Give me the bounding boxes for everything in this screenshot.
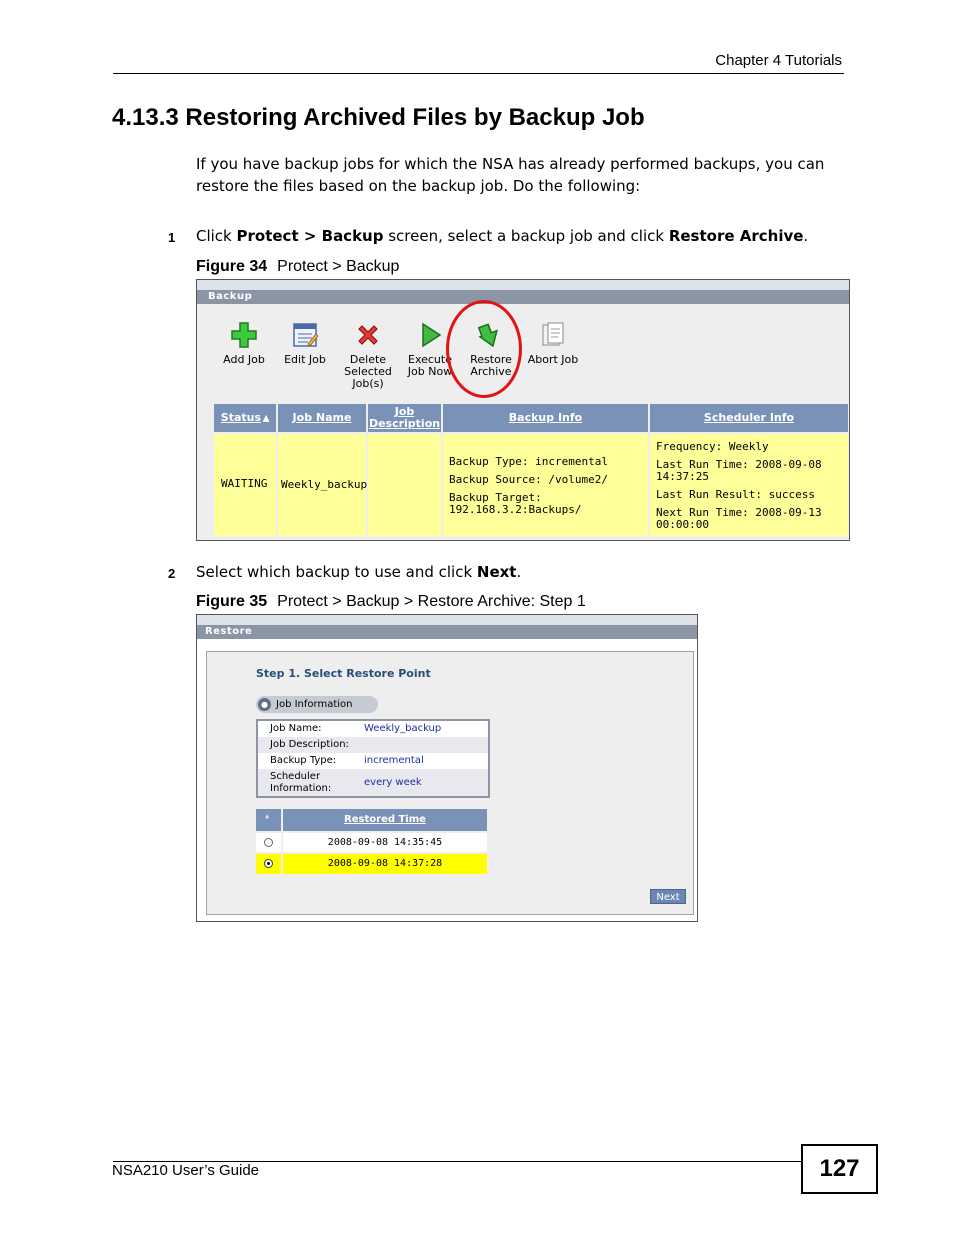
figure-34-caption: Figure 34 Protect > Backup [196,258,400,275]
step-title: Step 1. Select Restore Point [256,667,431,680]
job-information-table [256,719,490,798]
section-title: 4.13.3 Restoring Archived Files by Backup Job [112,104,645,131]
restore-point-table [256,809,489,876]
add-plus-icon [229,320,259,350]
delete-selected-jobs-button[interactable] [336,320,400,390]
abort-job-button[interactable] [521,320,585,366]
table-cell-scheduler-info[interactable] [650,434,848,536]
delete-label-line-3: Job(s) [352,377,384,390]
delete-label-line-1: Delete [349,353,387,366]
job-info-row: Job Name: Weekly_backup [258,721,488,737]
window-title: Restore [197,625,697,639]
backup-source-line: Backup Source: /volume2/ [449,473,608,486]
abort-job-label: Abort Job [527,353,579,366]
column-header-job-name[interactable]: Job Name [278,404,368,432]
backup-screen [196,279,850,541]
table-cell-backup-info[interactable] [443,434,650,536]
info-circle-icon: ● [258,698,271,711]
restore-point-radio[interactable] [264,838,273,847]
guide-name: NSA210 User’s Guide [112,1162,260,1179]
edit-job-label: Edit Job [284,353,326,366]
figure-35-caption: Figure 35 Protect > Backup > Restore Archive: Step 1 [196,593,586,610]
restore-label-line-1: Restore [470,353,512,366]
radio-cell [256,833,281,852]
radio-column-header [256,809,281,831]
column-header-backup-info[interactable]: Backup Info [443,404,650,432]
last-run-time-line: Last Run Time: 2008-09-08 14:37:25 [656,458,822,483]
execute-label-line-1: Execute [408,353,452,366]
title-strip [197,615,697,625]
chapter-header: Chapter 4 Tutorials [715,52,842,69]
column-header-job-description[interactable]: Job Description [368,404,443,432]
last-run-result-line: Last Run Result: success [656,488,815,501]
column-header-restored-time[interactable]: Restored Time [283,809,487,831]
step-2-text: Select which backup to use and click Next. [196,563,522,581]
add-job-label: Add Job [223,353,265,366]
step-1-number: 1 [168,230,176,245]
window-title: Backup [197,290,849,304]
frequency-line: Frequency: Weekly [656,440,769,453]
edit-job-button[interactable] [273,320,337,366]
column-header-scheduler-info[interactable]: Scheduler Info [650,404,848,432]
table-cell-job-name[interactable]: Weekly_backup [278,434,368,536]
restore-panel [206,651,694,915]
title-strip [197,280,849,290]
radio-cell-selected [256,854,281,874]
restore-point-time-cell-selected[interactable]: 2008-09-08 14:37:28 [283,854,487,874]
play-icon [415,320,445,350]
restore-label-line-2: Archive [470,365,512,378]
delete-x-icon [353,320,383,350]
radio-dot-icon [267,862,270,865]
table-cell-status[interactable]: WAITING [214,434,278,536]
add-job-button[interactable] [212,320,276,366]
next-run-time-line: Next Run Time: 2008-09-13 00:00:00 [656,506,822,531]
job-info-row: Job Description: [258,737,488,753]
restore-archive-highlight-circle [446,300,522,398]
intro-paragraph: If you have backup jobs for which the NSA has already performed backups, you can restore the files based on the backup job. Do the following: [196,155,825,195]
page-number: 127 [801,1144,878,1194]
restore-point-time-cell[interactable]: 2008-09-08 14:35:45 [283,833,487,852]
delete-label-line-2: Selected [344,365,392,378]
job-info-row: Backup Type: incremental [258,753,488,769]
job-information-tab: ● Job Information [256,696,378,713]
execute-label-line-2: Job Now [407,365,453,378]
abort-document-icon [538,320,568,350]
restore-point-radio-selected[interactable] [264,859,273,868]
sort-up-icon: ▲ [263,413,270,422]
sort-up-icon: ▲ [265,812,270,820]
header-rule [113,73,844,74]
column-header-status[interactable]: Status ▲ [214,404,278,432]
backup-target-line: Backup Target: 192.168.3.2:Backups/ [449,491,582,516]
backup-type-line: Backup Type: incremental [449,455,608,468]
step-2-number: 2 [168,566,176,581]
step-1-text: Click Protect > Backup screen, select a backup job and click Restore Archive. [196,227,809,245]
restore-screen [196,614,698,922]
table-cell-job-description[interactable] [368,434,443,536]
next-button[interactable]: Next [650,889,686,904]
edit-form-icon [290,320,320,350]
job-info-row: Scheduler Information: every week [258,769,488,796]
